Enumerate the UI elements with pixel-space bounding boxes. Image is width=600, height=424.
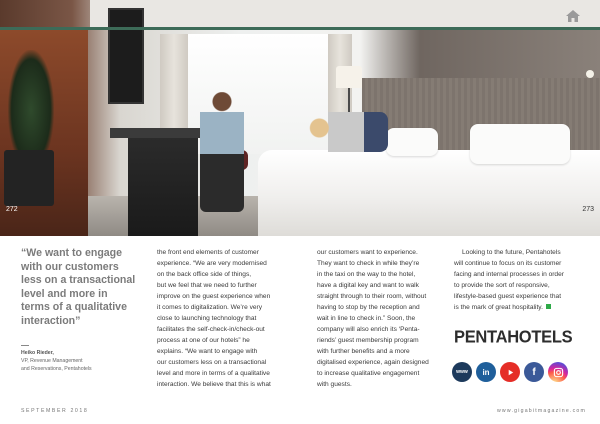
linkedin-icon: in — [482, 367, 490, 377]
plant — [8, 50, 54, 150]
article-paragraph: our customers want to experience. They want to check in while they’re in the taxi on the way to the hotel, have a digital key and want to walk straight through to their room, without having to stop by the reception and wait in line to check in.” Soon, the company will also enrich its ‘Penta- riends’ guest membership program with further benefits and a more digitalised experience, again designed to increase qualitative engagement with guests. — [317, 249, 429, 388]
article-column-2 — [157, 247, 307, 390]
page-number-right: 273 — [582, 206, 594, 213]
wall-light-icon — [583, 68, 597, 80]
man-on-chair — [200, 92, 244, 212]
desk-base — [128, 138, 198, 236]
social-links — [452, 362, 568, 382]
facebook-link[interactable] — [524, 362, 544, 382]
article-column-3 — [317, 247, 445, 390]
linkedin-link[interactable] — [476, 362, 496, 382]
issue-date: SEPTEMBER 2018 — [21, 408, 89, 414]
instagram-icon — [553, 367, 564, 378]
youtube-icon — [506, 368, 515, 377]
pull-quote: “We want to engage with our customers less on a transactional level and more in terms of a qualitative interaction” — [21, 247, 136, 327]
globe-icon: www — [456, 369, 468, 375]
attribution-name: Heiko Rieder, — [21, 349, 54, 356]
ceiling-band — [90, 0, 600, 27]
pillow — [386, 128, 438, 156]
woman-on-bed — [300, 112, 388, 152]
plant-pot — [4, 150, 54, 206]
article-column-4 — [454, 247, 584, 313]
wall-tv — [108, 8, 144, 104]
pentahotels-logo: PENTAHOTELS — [454, 327, 573, 347]
quote-divider — [21, 345, 29, 346]
pillow — [470, 124, 570, 164]
floor-lamp-shade — [336, 66, 362, 88]
desk — [110, 128, 206, 138]
article-paragraph: the front end elements of customer experience. “We are very modernised on the back office side of things, but we feel that we need to further improve on the guest experience when it comes to digitalization. We’re very close to launching technology that facilitates the self-check-in/check-out process at one of our hotels” he explains. “We want to engage with our customers less on a transactional level and more in terms of a qualitative interaction. We believe that this is what — [157, 249, 271, 388]
end-mark-icon — [546, 304, 551, 309]
youtube-link[interactable] — [500, 362, 520, 382]
website-link[interactable] — [452, 362, 472, 382]
header-rule — [0, 27, 600, 30]
article-paragraph — [454, 247, 584, 313]
attribution-title: VP, Revenue Management and Reservations, Pentahotels — [21, 357, 92, 372]
page-number-left: 272 — [6, 206, 18, 213]
instagram-link[interactable] — [548, 362, 568, 382]
facebook-icon: f — [532, 366, 536, 378]
closing-paragraph-text: Looking to the future, Pentahotels will continue to focus on its customer facing and internal processes in order to provide the sort of responsive, lifestyle-based guest experience that is the mark of great hospitality. — [454, 249, 564, 311]
pull-quote-column — [21, 247, 149, 373]
home-icon[interactable] — [565, 9, 581, 23]
website-url[interactable]: www.gigabitmagazine.com — [496, 408, 586, 414]
quote-attribution — [21, 349, 149, 373]
